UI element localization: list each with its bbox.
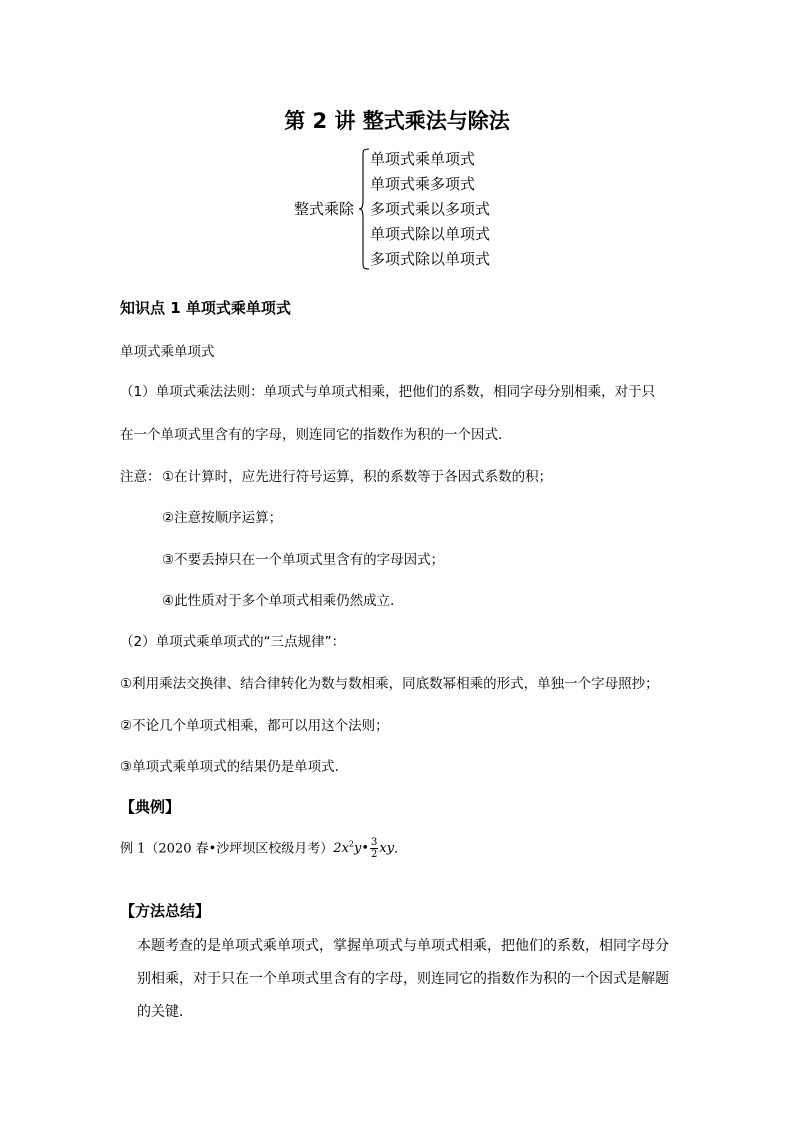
rule-text-line2: 在一个单项式里含有的字母，则连同它的指数作为积的一个因式． [120,427,512,443]
rule-text-line1: （1）单项式乘法法则：单项式与单项式相乘，把他们的系数，相同字母分别相乘，对于只 [120,384,656,400]
math-expression: $2x^2y•$ $\frac{3}{2}$ xy [333,837,395,861]
summary-heading: 【方法总结】 [120,902,211,920]
summary-text: 本题考查的是单项式乘单项式，掌握单项式与单项式相乘，把他们的系数，相同字母分别相乘，对于只在一个单项式里含有的字母，则连同它的指数作为积的一个因式是解题的关键． [137,938,669,1020]
section-subheading: 单项式乘单项式 [120,344,215,360]
note-item: ②注意按顺序运算； [162,510,283,526]
tree-item: 多项式乘以多项式 [370,200,491,218]
tree-item: 单项式乘多项式 [370,175,476,193]
law-item: ①利用乘法交换律、结合律转化为数与数相乘，同底数幂相乘的形式，单独一个字母照抄； [120,676,659,692]
tree-item: 单项式除以单项式 [370,225,491,243]
note-item: ③不要丢掉只在一个单项式里含有的字母因式； [162,552,445,568]
section-heading: 知识点 1 单项式乘单项式 [120,299,291,317]
note-item: ①在计算时，应先进行符号运算，积的系数等于各因式系数的积； [162,469,553,485]
tree-root-label: 整式乘除 [294,200,355,218]
tree-item: 单项式乘单项式 [370,150,476,168]
law-title: （2）单项式乘单项式的“三点规律”： [120,634,346,650]
law-item: ③单项式乘单项式的结果仍是单项式． [120,759,349,775]
law-item: ②不论几个单项式相乘，都可以用这个法则； [120,718,389,734]
note-label: 注意： [120,469,161,485]
note-item: ④此性质对于多个单项式相乘仍然成立． [162,593,404,609]
fraction: $\frac{3}{2}$ [371,837,378,861]
example-prefix: 例 1（2020 春•沙坪坝区校级月考） [120,841,334,857]
tree-item: 多项式除以单项式 [370,250,491,268]
example-heading: 【典例】 [120,798,181,816]
example-1: 例 1（2020 春•沙坪坝区校级月考）$2x^2y•$ $\frac{3}{2}$ xy． [120,837,408,861]
page-title: 第 2 讲 整式乘法与除法 [284,109,510,133]
curly-brace-icon [358,148,370,270]
